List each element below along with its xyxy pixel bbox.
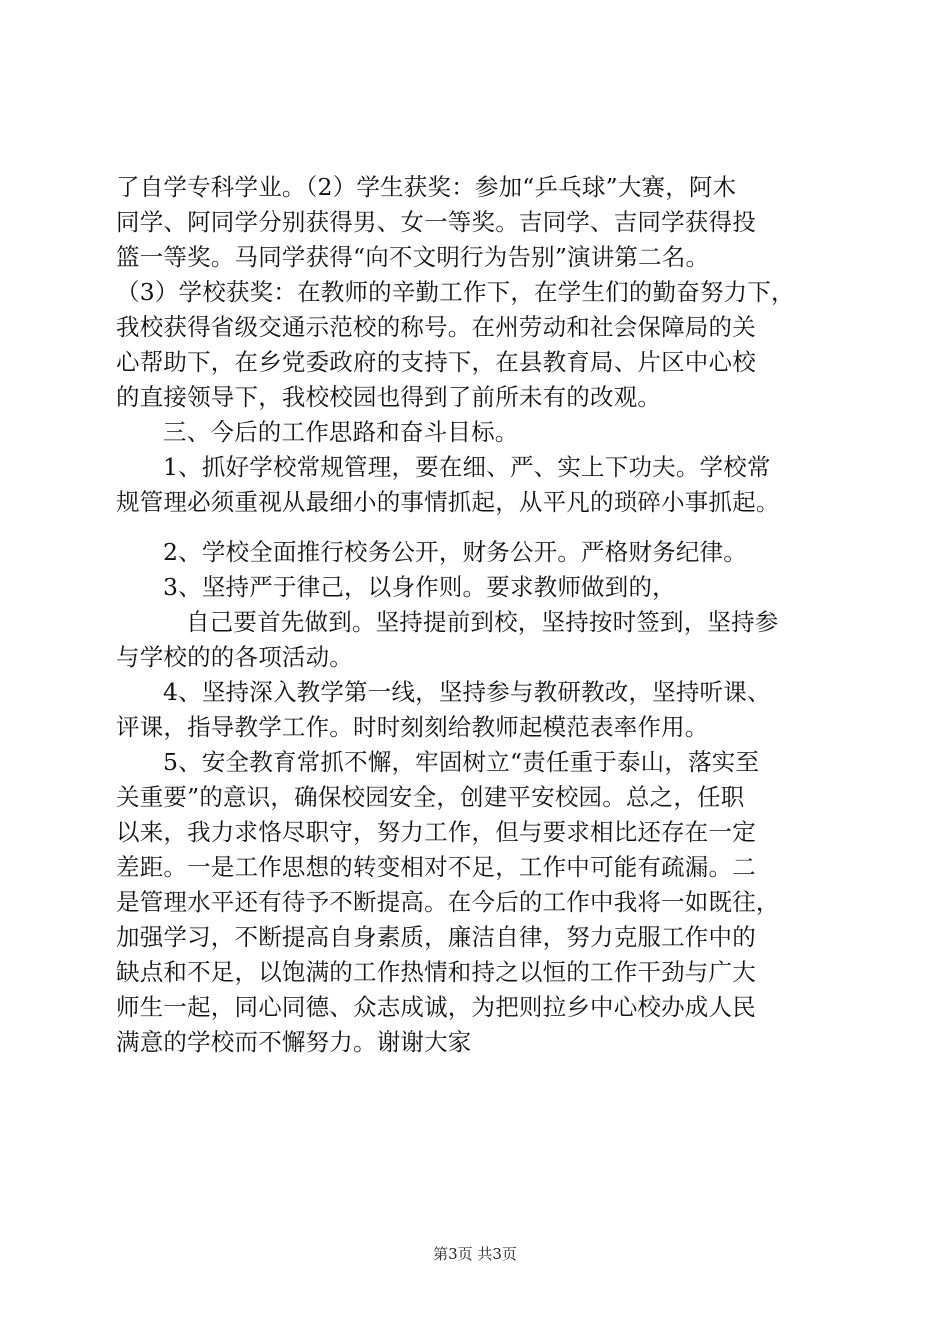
text-line: 4、坚持深入教学第一线，坚持参与教研教改，坚持听课、 bbox=[163, 678, 771, 706]
text-line: 心帮助下，在乡党委政府的支持下，在县教育局、片区中心校 bbox=[116, 348, 756, 376]
text-line: 同学、阿同学分别获得男、女一等奖。吉同学、吉同学获得投 bbox=[116, 208, 756, 236]
text-line: 以来，我力求恪尽职守，努力工作，但与要求相比还存在一定 bbox=[116, 818, 756, 846]
text-line: （3）学校获奖：在教师的辛勤工作下，在学生们的勤奋努力下， bbox=[116, 278, 795, 306]
document-body bbox=[116, 170, 856, 1060]
text-line: 加强学习，不断提高自身素质，廉洁自律，努力克服工作中的 bbox=[116, 923, 756, 951]
text-line: 自己要首先做到。坚持提前到校，坚持按时签到，坚持参 bbox=[186, 608, 779, 636]
text-line: 评课，指导教学工作。时时刻刻给教师起模范表率作用。 bbox=[116, 713, 709, 741]
text-line: 缺点和不足，以饱满的工作热情和持之以恒的工作干劲与广大 bbox=[116, 958, 756, 986]
paragraph-gap bbox=[116, 520, 856, 535]
text-line: 了自学专科学业。（2）学生获奖：参加“乒乓球”大赛，阿木 bbox=[116, 173, 737, 201]
text-line: 篮一等奖。马同学获得“向不文明行为告别”演讲第二名。 bbox=[116, 243, 710, 271]
text-line: 规管理必须重视从最细小的事情抓起，从平凡的琐碎小事抓起。 bbox=[116, 488, 780, 516]
text-line: 是管理水平还有待予不断提高。在今后的工作中我将一如既往， bbox=[116, 888, 780, 916]
page-footer bbox=[0, 1244, 950, 1264]
text-line: 的直接领导下，我校校园也得到了前所未有的改观。 bbox=[116, 383, 662, 411]
text-line: 差距。一是工作思想的转变相对不足，工作中可能有疏漏。二 bbox=[116, 853, 756, 881]
text-line: 2、学校全面推行校务公开，财务公开。严格财务纪律。 bbox=[163, 538, 747, 566]
text-line: 满意的学校而不懈努力。谢谢大家 bbox=[116, 1028, 472, 1056]
text-line: 我校获得省级交通示范校的称号。在州劳动和社会保障局的关 bbox=[116, 313, 756, 341]
page-number: 第3页 共3页 bbox=[433, 1245, 517, 1263]
text-line: 5、安全教育常抓不懈，牢固树立“责任重于泰山，落实至 bbox=[163, 748, 760, 776]
text-line: 师生一起，同心同德、众志成诚，为把则拉乡中心校办成人民 bbox=[116, 993, 756, 1021]
text-line: 3、坚持严于律己，以身作则。要求教师做到的， bbox=[163, 573, 676, 601]
text-line: 1、抓好学校常规管理，要在细、严、实上下功夫。学校常 bbox=[163, 453, 771, 481]
section-heading: 三、今后的工作思路和奋斗目标。 bbox=[163, 418, 519, 446]
text-line: 与学校的的各项活动。 bbox=[116, 643, 353, 671]
text-line: 关重要”的意识，确保校园安全，创建平安校园。总之，任职 bbox=[116, 783, 745, 811]
